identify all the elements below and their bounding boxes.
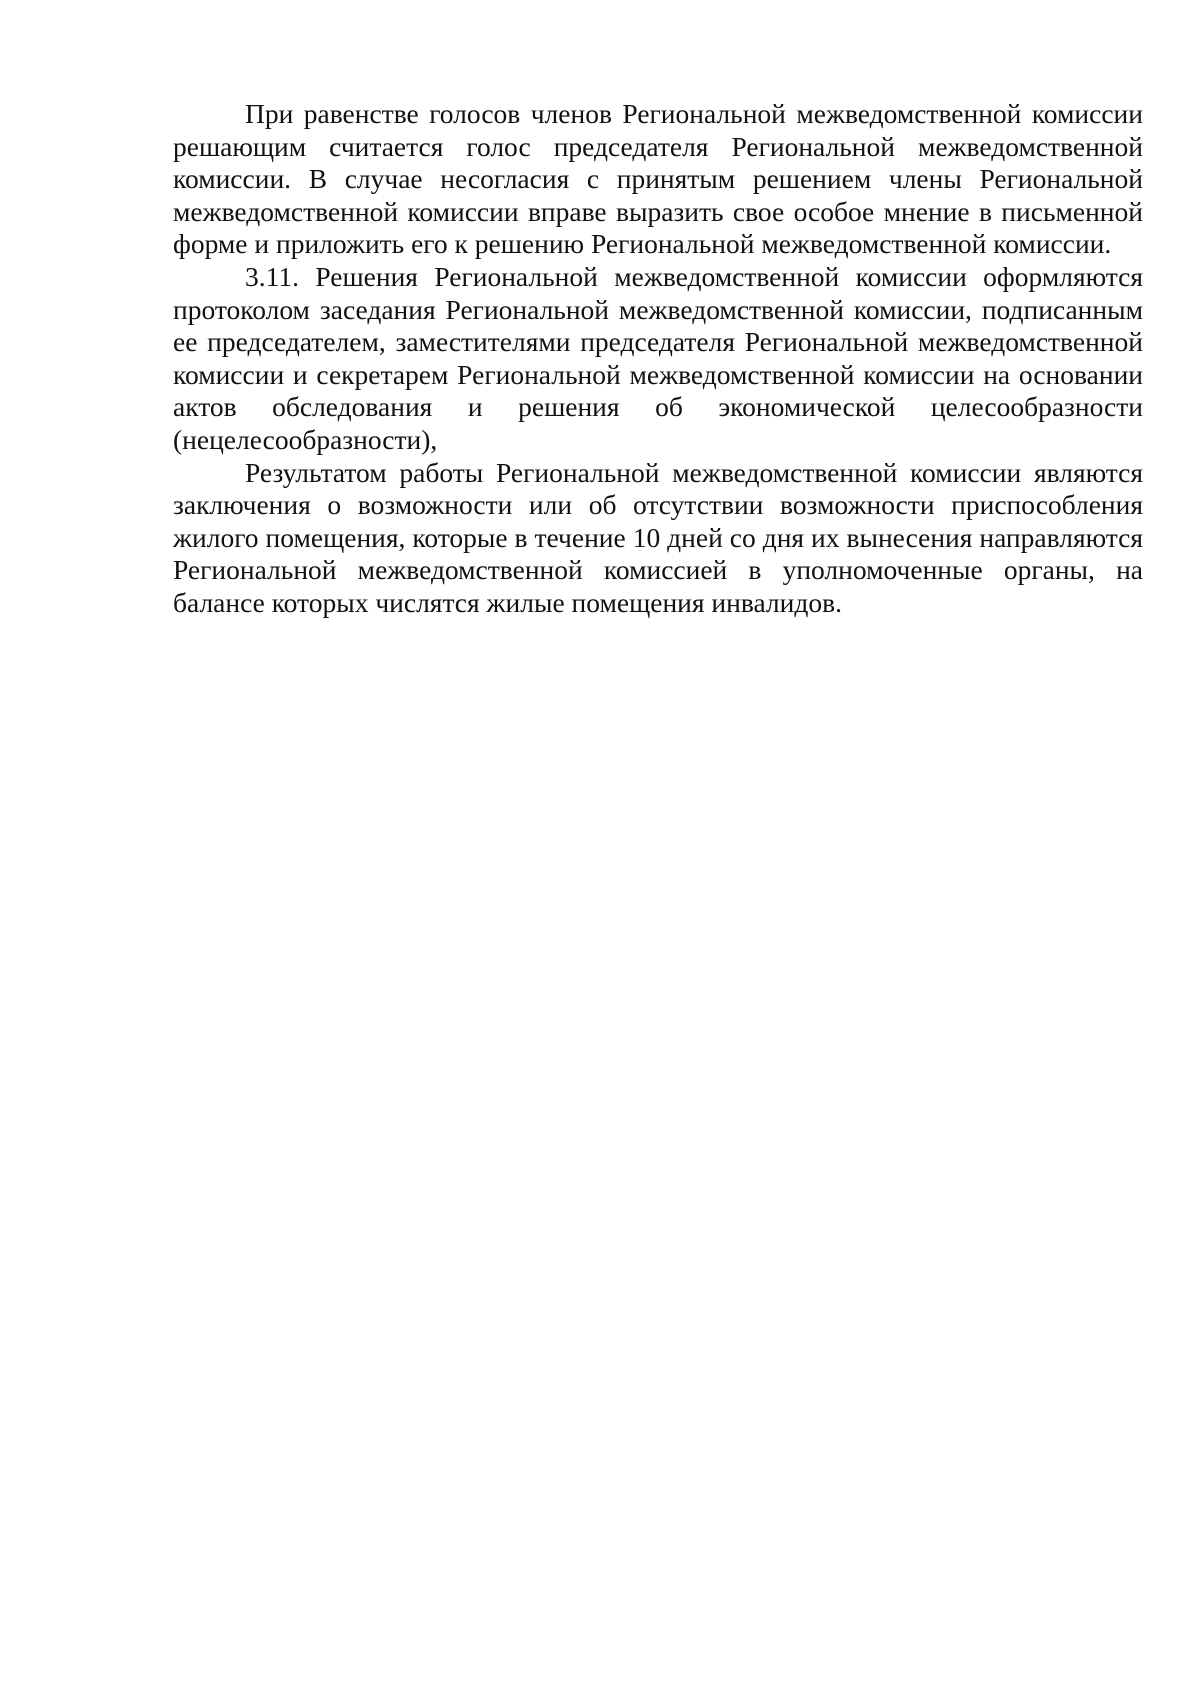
paragraph-commission-results: Результатом работы Региональной межведомственной комиссии являются заключения о возможности или об отсутствии возможности приспособления жилого помещения, которые в течение 10 дней со дня их вынесения направляются Региональной межведомственной комиссией в уполномоченные органы, на балансе которых числятся жилые помещения инвалидов. [173,456,1143,618]
document-body [173,98,1143,620]
paragraph-tie-vote: При равенстве голосов членов Региональной межведомственной комиссии решающим считается голос председателя Региональной межведомственной комиссии. В случае несогласия с принятым решением члены Региональной межведомственной комиссии вправе выразить свое особое мнение в письменной форме и приложить его к решению Региональной межведомственной комиссии. [173,98,1143,260]
paragraph-3-11-decisions: 3.11. Решения Региональной межведомственной комиссии оформляются протоколом заседания Региональной межведомственной комиссии, подписанным ее председателем, заместителями председателя Региональной межведомственной комиссии и секретарем Региональной межведомственной комиссии на основании актов обследования и решения об экономической целесообразности (нецелесообразности), [173,260,1143,455]
